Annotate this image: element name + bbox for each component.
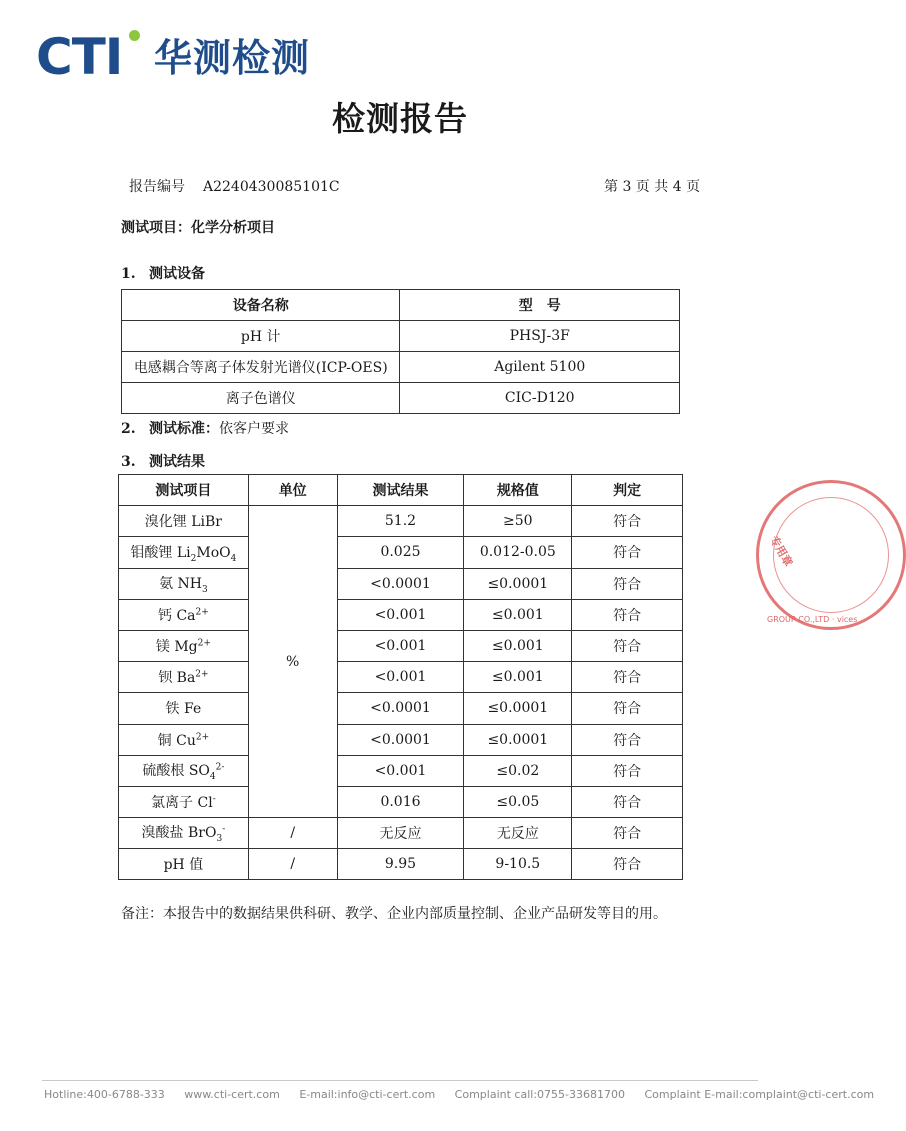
section-number: 1. [121, 266, 136, 282]
report-number-value: A2240430085101C [203, 179, 340, 195]
section-title: 测试结果 [149, 454, 205, 470]
table-row [119, 599, 683, 630]
table-row [119, 755, 683, 786]
section-number: 3. [121, 454, 136, 470]
judgement-cell: 符合 [572, 506, 683, 537]
table-row [119, 506, 683, 537]
test-item-cell: 钙 $Ca^{2+}$ [119, 599, 249, 630]
judgement-cell: 符合 [572, 537, 683, 568]
spec-cell: ≥50 [464, 506, 572, 537]
judgement-cell: 符合 [572, 630, 683, 661]
test-item-cell: pH 值 [119, 849, 249, 880]
section-text: 依客户要求 [219, 421, 289, 437]
logo-chinese-name: 华测检测 [154, 36, 311, 80]
spec-cell: ≤0.0001 [464, 568, 572, 599]
judgement-cell: 符合 [572, 786, 683, 817]
footer-complaint-email[interactable]: Complaint E-mail:complaint@cti-cert.com [644, 1088, 875, 1101]
result-cell: <0.001 [337, 755, 464, 786]
logo-dot-icon [129, 30, 140, 41]
test-item-cell: 钡 $Ba^{2+}$ [119, 662, 249, 693]
table-row [119, 724, 683, 755]
table-header-row [122, 290, 680, 321]
spec-cell: ≤0.05 [464, 786, 572, 817]
unit-cell: / [248, 818, 337, 849]
table-row [119, 693, 683, 724]
table-header-row [119, 475, 683, 506]
report-number [129, 176, 340, 196]
test-item-heading: 测试项目：化学分析项目 [121, 220, 275, 236]
test-item-cell: 氯离子 Cl- [119, 786, 249, 817]
equipment-model: Agilent 5100 [400, 352, 680, 383]
spec-cell: ≤0.02 [464, 755, 572, 786]
test-item-cell: 氨 $NH_3$ [119, 568, 249, 599]
section-standard-heading [121, 418, 289, 438]
unit-cell: % [248, 506, 337, 818]
remark-note: 备注：本报告中的数据结果供科研、教学、企业内部质量控制、企业产品研发等目的用。 [121, 906, 667, 922]
header-cell: 测试项目 [119, 475, 249, 506]
equipment-name: 离子色谱仪 [122, 383, 400, 414]
equipment-model: CIC-D120 [400, 383, 680, 414]
equipment-table [121, 289, 680, 414]
section-number: 2. [121, 421, 136, 437]
test-item-cell: 溴化锂 LiBr [119, 506, 249, 537]
footer-divider [42, 1080, 758, 1081]
header-cell: 单位 [248, 475, 337, 506]
test-item-cell: 钼酸锂 $Li_2MoO_4$ [119, 537, 249, 568]
test-item-cell: 镁 $Mg^{2+}$ [119, 630, 249, 661]
header-cell: 判定 [572, 475, 683, 506]
judgement-cell: 符合 [572, 662, 683, 693]
spec-cell: ≤0.001 [464, 662, 572, 693]
report-title: 检测报告 [332, 99, 468, 138]
spec-cell: 无反应 [464, 818, 572, 849]
result-cell: 51.2 [337, 506, 464, 537]
footer-hotline: Hotline:400-6788-333 [44, 1088, 165, 1101]
test-item-cell: 铁 Fe [119, 693, 249, 724]
judgement-cell: 符合 [572, 693, 683, 724]
section-equipment-heading [121, 263, 205, 283]
spec-cell: ≤0.001 [464, 630, 572, 661]
equipment-model: PHSJ-3F [400, 321, 680, 352]
test-item-cell: 硫酸根 $SO_4^{2-}$ [119, 755, 249, 786]
equipment-name: 电感耦合等离子体发射光谱仪(ICP-OES) [122, 352, 400, 383]
table-row [119, 537, 683, 568]
table-row [119, 568, 683, 599]
report-number-label: 报告编号 [129, 179, 185, 195]
judgement-cell: 符合 [572, 849, 683, 880]
header-cell: 设备名称 [122, 290, 400, 321]
header-cell: 测试结果 [337, 475, 464, 506]
section-results-heading [121, 451, 205, 471]
equipment-name: pH 计 [122, 321, 400, 352]
result-cell: 0.016 [337, 786, 464, 817]
official-seal [756, 480, 906, 630]
table-row [122, 321, 680, 352]
table-row [119, 662, 683, 693]
footer-website[interactable]: www.cti-cert.com [184, 1088, 280, 1101]
footer-email[interactable]: E-mail:info@cti-cert.com [299, 1088, 436, 1101]
result-cell: <0.001 [337, 662, 464, 693]
table-row [119, 818, 683, 849]
judgement-cell: 符合 [572, 818, 683, 849]
table-row [122, 352, 680, 383]
header-cell: 规格值 [464, 475, 572, 506]
spec-cell: ≤0.0001 [464, 693, 572, 724]
spec-cell: ≤0.0001 [464, 724, 572, 755]
section-title: 测试设备 [149, 266, 205, 282]
test-item-cell: 溴酸盐 BrO$_3$- [119, 818, 249, 849]
header-cell: 型号 [400, 290, 680, 321]
result-cell: <0.001 [337, 630, 464, 661]
seal-text: 专用章 [767, 533, 795, 569]
logo-brand-text: CTI [36, 28, 123, 86]
judgement-cell: 符合 [572, 724, 683, 755]
judgement-cell: 符合 [572, 755, 683, 786]
result-cell: <0.0001 [337, 693, 464, 724]
seal-text-en: GROUP CO.,LTD · vices [767, 615, 858, 624]
judgement-cell: 符合 [572, 599, 683, 630]
result-cell: <0.0001 [337, 724, 464, 755]
footer [44, 1088, 890, 1101]
result-cell: 0.025 [337, 537, 464, 568]
unit-cell: / [248, 849, 337, 880]
result-cell: <0.001 [337, 599, 464, 630]
table-row [119, 630, 683, 661]
spec-cell: 9-10.5 [464, 849, 572, 880]
table-row [122, 383, 680, 414]
judgement-cell: 符合 [572, 568, 683, 599]
result-cell: 无反应 [337, 818, 464, 849]
table-row [119, 786, 683, 817]
result-cell: 9.95 [337, 849, 464, 880]
page-info: 第 3 页 共 4 页 [604, 179, 701, 195]
section-title: 测试标准： [149, 421, 219, 437]
spec-cell: 0.012-0.05 [464, 537, 572, 568]
footer-complaint-call: Complaint call:0755-33681700 [454, 1088, 625, 1101]
results-table [118, 474, 683, 880]
test-item-cell: 铜 $Cu^{2+}$ [119, 724, 249, 755]
spec-cell: ≤0.001 [464, 599, 572, 630]
table-row [119, 849, 683, 880]
result-cell: <0.0001 [337, 568, 464, 599]
